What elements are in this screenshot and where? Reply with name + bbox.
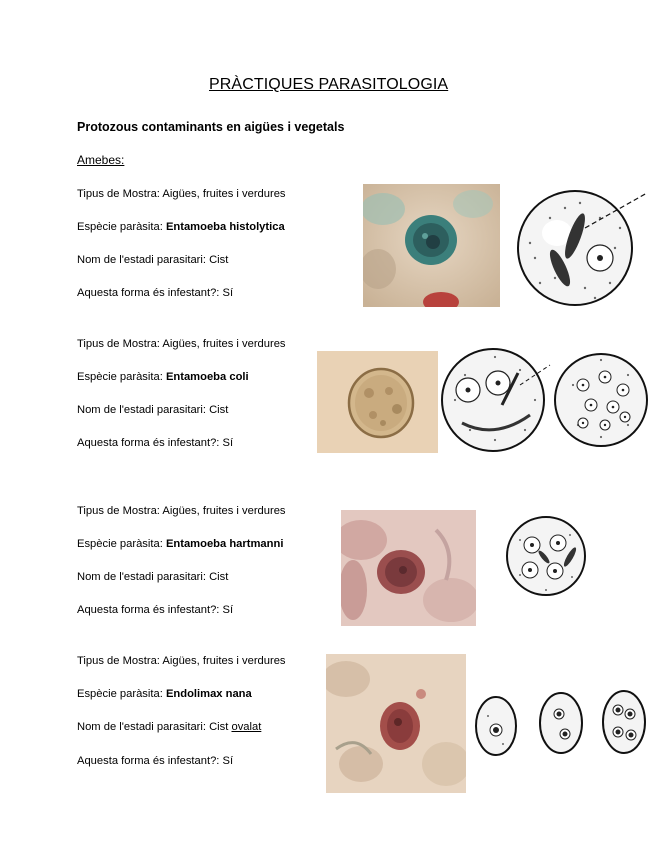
species-label: Espècie paràsita:: [77, 221, 163, 233]
infective-value: Sí: [222, 437, 234, 449]
sample-line: [77, 188, 286, 200]
stage-extra: ovalat: [231, 721, 262, 733]
stage-line: [77, 404, 228, 416]
sample-line: [77, 338, 286, 350]
micrograph-histolytica: [363, 184, 500, 307]
section-label-amebes: Amebes:: [77, 153, 125, 167]
infective-value: Sí: [222, 604, 234, 616]
sample-label: Tipus de Mostra:: [77, 338, 160, 350]
infective-label: Aquesta forma és infestant?:: [77, 604, 220, 616]
drawing-coli-trophozoite: [440, 345, 552, 455]
stage-line: [77, 254, 228, 266]
page-subtitle: Protozous contaminants en aigües i vegetals: [77, 120, 345, 134]
drawing-hartmanni: [500, 515, 592, 597]
drawing-endolimax-1: [473, 694, 519, 758]
species-label: Espècie paràsita:: [77, 371, 163, 383]
infective-line: [77, 437, 233, 449]
species-name: Entamoeba coli: [165, 371, 249, 383]
infective-line: [77, 287, 233, 299]
infective-value: Sí: [222, 287, 234, 299]
sample-line: [77, 655, 286, 667]
species-line: [77, 688, 252, 700]
micrograph-endolimax: [326, 654, 466, 793]
species-line: [77, 221, 285, 233]
species-label: Espècie paràsita:: [77, 688, 163, 700]
sample-label: Tipus de Mostra:: [77, 188, 160, 200]
species-line: [77, 371, 249, 383]
stage-value: Cist: [209, 254, 229, 266]
stage-value: Cist: [209, 571, 229, 583]
infective-label: Aquesta forma és infestant?:: [77, 755, 220, 767]
micrograph-hartmanni: [341, 510, 476, 626]
sample-label: Tipus de Mostra:: [77, 505, 160, 517]
sample-value: Aigües, fruites i verdures: [162, 338, 286, 350]
drawing-histolytica: [515, 188, 650, 308]
stage-value: Cist: [209, 404, 229, 416]
infective-value: Sí: [222, 755, 234, 767]
species-name: Endolimax nana: [165, 688, 252, 700]
micrograph-coli: [317, 351, 438, 453]
infective-label: Aquesta forma és infestant?:: [77, 437, 220, 449]
sample-line: [77, 505, 286, 517]
stage-label: Nom de l'estadi parasitari:: [77, 404, 206, 416]
sample-label: Tipus de Mostra:: [77, 655, 160, 667]
species-label: Espècie paràsita:: [77, 538, 163, 550]
infective-line: [77, 604, 233, 616]
infective-label: Aquesta forma és infestant?:: [77, 287, 220, 299]
stage-label: Nom de l'estadi parasitari:: [77, 721, 206, 733]
sample-value: Aigües, fruites i verdures: [162, 655, 286, 667]
sample-value: Aigües, fruites i verdures: [162, 505, 286, 517]
species-line: [77, 538, 283, 550]
drawing-endolimax-2: [537, 690, 585, 756]
sample-value: Aigües, fruites i verdures: [162, 188, 286, 200]
stage-label: Nom de l'estadi parasitari:: [77, 254, 206, 266]
infective-line: [77, 755, 233, 767]
species-name: Entamoeba histolytica: [165, 221, 285, 233]
stage-line: [77, 721, 261, 733]
page-title: PRÀCTIQUES PARASITOLOGIA: [209, 76, 449, 93]
stage-label: Nom de l'estadi parasitari:: [77, 571, 206, 583]
drawing-endolimax-3: [600, 688, 648, 756]
stage-line: [77, 571, 228, 583]
species-name: Entamoeba hartmanni: [165, 538, 284, 550]
drawing-coli-cyst: [553, 345, 653, 455]
stage-value: Cist: [209, 721, 229, 733]
